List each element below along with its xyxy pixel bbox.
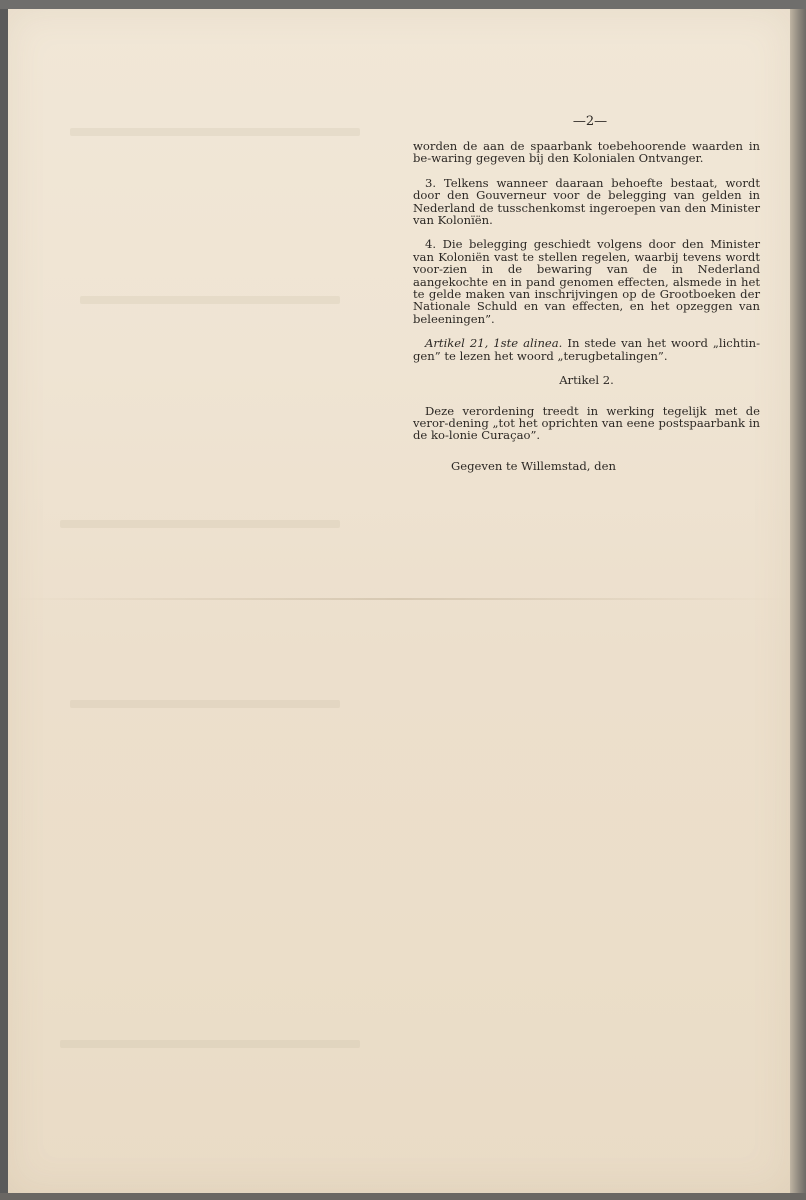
- article-21-amendment: [413, 337, 760, 362]
- scan-top-border: [0, 0, 806, 9]
- signature-line: Gegeven te Willemstad, den: [451, 458, 616, 473]
- bleed-through-mark: [60, 1040, 360, 1048]
- page-number: —2—: [572, 114, 608, 129]
- bleed-through-mark: [80, 296, 340, 304]
- page-fold-line: [8, 598, 790, 600]
- article-2-text: Deze verordening treedt in werking tegelijk met de veror-dening „tot het oprichten van eene postspaarbank in de ko-lonie Curaçao”.: [413, 403, 760, 443]
- article-2-heading: Artikel 2.: [559, 373, 614, 388]
- paragraph-continuation: worden de aan de spaarbank toebehoorende waarden in be-waring gegeven bij den Kolonialen Ontvanger.: [413, 139, 760, 166]
- paragraph-4: 4. Die belegging geschiedt volgens door den Minister van Koloniën vast te stellen regelen, waarbij tevens wordt voor-zien in de bewaring van de in Nederland aangekochte en in pand genomen effecten, alsmede in het te gelde maken van inschrijvingen op de Grootboeken der Nationale Schuld en van effecten, en het opzeggen van beleeningen”.: [413, 237, 760, 326]
- bleed-through-mark: [60, 520, 340, 528]
- paragraph-3: 3. Telkens wanneer daaraan behoefte bestaat, wordt door den Gouverneur voor de belegging van gelden in Nederland de tusschenkomst ingeroepen van den Minister van Kolonïën.: [413, 175, 760, 228]
- document-body: [413, 140, 760, 484]
- bleed-through-mark: [70, 128, 360, 136]
- bleed-through-mark: [70, 700, 340, 708]
- scan-right-border: [790, 9, 806, 1193]
- article-21-reference: Artikel 21, 1ste alinea.: [425, 336, 563, 351]
- article-21-text: In stede van het woord „lichtin-gen” te lezen het woord „terugbetalingen”.: [413, 336, 760, 363]
- scan-bottom-border: [0, 1193, 806, 1200]
